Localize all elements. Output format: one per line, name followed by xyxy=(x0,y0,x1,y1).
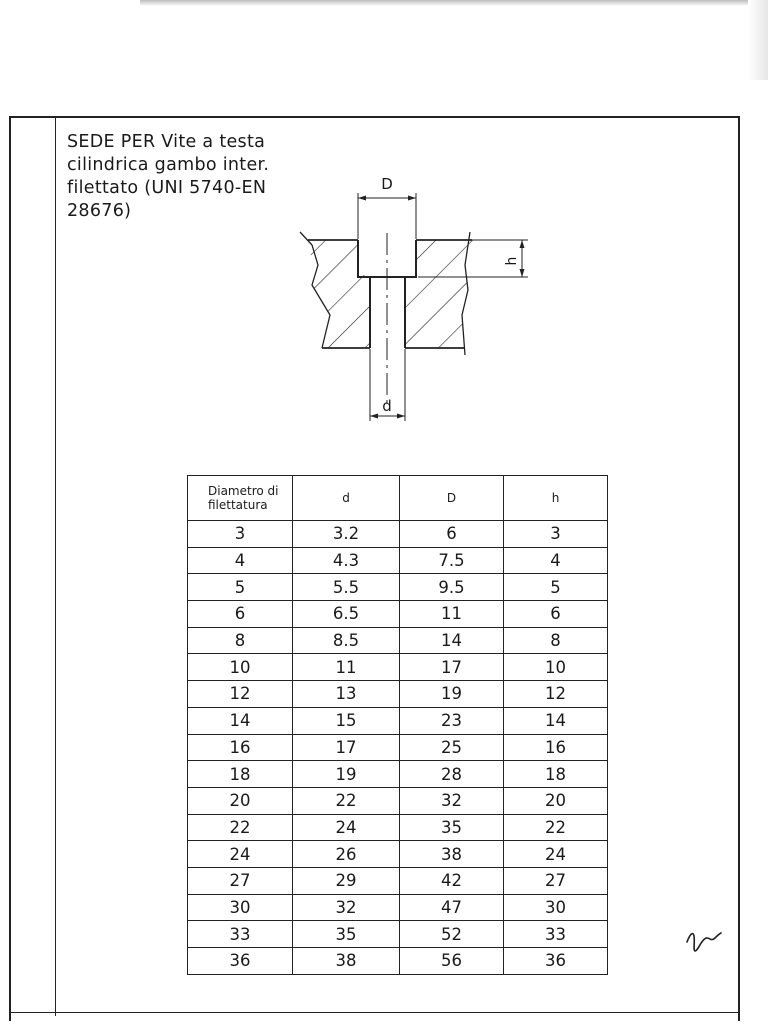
hatched-material-right xyxy=(395,225,485,355)
dim-D-label: D xyxy=(381,175,393,193)
cell-d: 11 xyxy=(293,654,400,681)
cell-D: 11 xyxy=(400,601,504,628)
handwritten-mark xyxy=(684,926,724,956)
table-row xyxy=(188,601,608,628)
cell-d: 4.3 xyxy=(293,547,400,574)
cell-d: 8.5 xyxy=(293,627,400,654)
cell-h: 8 xyxy=(504,627,608,654)
cell-h: 10 xyxy=(504,654,608,681)
cell-D: 56 xyxy=(400,948,504,975)
header-d: d xyxy=(293,476,400,521)
cell-d: 38 xyxy=(293,948,400,975)
header-D: D xyxy=(400,476,504,521)
cell-h: 24 xyxy=(504,841,608,868)
cell-h: 3 xyxy=(504,521,608,548)
cell-d: 24 xyxy=(293,814,400,841)
dim-d-label: d xyxy=(382,397,392,415)
cell-h: 33 xyxy=(504,921,608,948)
cell-thread-diameter: 33 xyxy=(188,921,293,948)
cell-D: 32 xyxy=(400,787,504,814)
cell-d: 13 xyxy=(293,681,400,708)
cell-D: 25 xyxy=(400,734,504,761)
cell-D: 42 xyxy=(400,867,504,894)
table-row xyxy=(188,841,608,868)
table-row xyxy=(188,681,608,708)
cell-thread-diameter: 27 xyxy=(188,867,293,894)
cell-d: 22 xyxy=(293,787,400,814)
table-row xyxy=(188,734,608,761)
cell-thread-diameter: 10 xyxy=(188,654,293,681)
counterbore-section-drawing xyxy=(290,165,550,430)
cell-D: 23 xyxy=(400,707,504,734)
table-row xyxy=(188,654,608,681)
cell-d: 32 xyxy=(293,894,400,921)
title-line: SEDE PER Vite a testa xyxy=(67,132,266,152)
table-row xyxy=(188,761,608,788)
table-header-row xyxy=(188,476,608,521)
cell-thread-diameter: 3 xyxy=(188,521,293,548)
cell-h: 27 xyxy=(504,867,608,894)
scan-shadow-top xyxy=(140,0,768,6)
cell-thread-diameter: 5 xyxy=(188,574,293,601)
cell-h: 6 xyxy=(504,601,608,628)
title-line: cilindrica gambo inter. xyxy=(67,155,270,175)
cell-d: 35 xyxy=(293,921,400,948)
cell-thread-diameter: 30 xyxy=(188,894,293,921)
cell-d: 26 xyxy=(293,841,400,868)
cell-thread-diameter: 22 xyxy=(188,814,293,841)
header-thread-diameter: Diametro di filettatura xyxy=(188,476,293,521)
cell-h: 36 xyxy=(504,948,608,975)
page-frame-margin-line xyxy=(55,118,56,1016)
cell-D: 17 xyxy=(400,654,504,681)
table-row xyxy=(188,574,608,601)
cell-D: 6 xyxy=(400,521,504,548)
cell-thread-diameter: 16 xyxy=(188,734,293,761)
cell-D: 7.5 xyxy=(400,547,504,574)
cell-thread-diameter: 14 xyxy=(188,707,293,734)
cell-D: 9.5 xyxy=(400,574,504,601)
cell-h: 22 xyxy=(504,814,608,841)
cell-d: 5.5 xyxy=(293,574,400,601)
table-row xyxy=(188,521,608,548)
dim-h-label: h xyxy=(504,256,520,266)
cell-h: 20 xyxy=(504,787,608,814)
table-row xyxy=(188,707,608,734)
table-row xyxy=(188,814,608,841)
cell-D: 38 xyxy=(400,841,504,868)
table-row xyxy=(188,867,608,894)
cell-d: 19 xyxy=(293,761,400,788)
page-title xyxy=(67,131,287,223)
cell-thread-diameter: 36 xyxy=(188,948,293,975)
cell-D: 28 xyxy=(400,761,504,788)
cell-h: 4 xyxy=(504,547,608,574)
cell-D: 19 xyxy=(400,681,504,708)
cell-h: 16 xyxy=(504,734,608,761)
header-h: h xyxy=(504,476,608,521)
scan-shadow-right xyxy=(748,0,768,80)
page-frame-bottom-line xyxy=(9,1012,740,1013)
cell-h: 30 xyxy=(504,894,608,921)
cell-d: 6.5 xyxy=(293,601,400,628)
table-row xyxy=(188,921,608,948)
table-row xyxy=(188,787,608,814)
table-row xyxy=(188,627,608,654)
cell-d: 3.2 xyxy=(293,521,400,548)
cell-d: 29 xyxy=(293,867,400,894)
cell-h: 12 xyxy=(504,681,608,708)
cell-D: 14 xyxy=(400,627,504,654)
table-row xyxy=(188,894,608,921)
title-line: filettato (UNI 5740-EN xyxy=(67,178,267,198)
cell-h: 18 xyxy=(504,761,608,788)
cell-thread-diameter: 18 xyxy=(188,761,293,788)
cell-thread-diameter: 24 xyxy=(188,841,293,868)
cell-thread-diameter: 20 xyxy=(188,787,293,814)
cell-thread-diameter: 6 xyxy=(188,601,293,628)
cell-D: 47 xyxy=(400,894,504,921)
cell-thread-diameter: 4 xyxy=(188,547,293,574)
cell-d: 17 xyxy=(293,734,400,761)
cell-D: 52 xyxy=(400,921,504,948)
title-line: 28676) xyxy=(67,201,132,221)
cell-D: 35 xyxy=(400,814,504,841)
counterbore-dimensions-table xyxy=(187,475,608,975)
table-row xyxy=(188,948,608,975)
cell-h: 5 xyxy=(504,574,608,601)
cell-h: 14 xyxy=(504,707,608,734)
cell-d: 15 xyxy=(293,707,400,734)
hatched-material-left xyxy=(290,225,380,355)
cell-thread-diameter: 8 xyxy=(188,627,293,654)
table-row xyxy=(188,547,608,574)
cell-thread-diameter: 12 xyxy=(188,681,293,708)
